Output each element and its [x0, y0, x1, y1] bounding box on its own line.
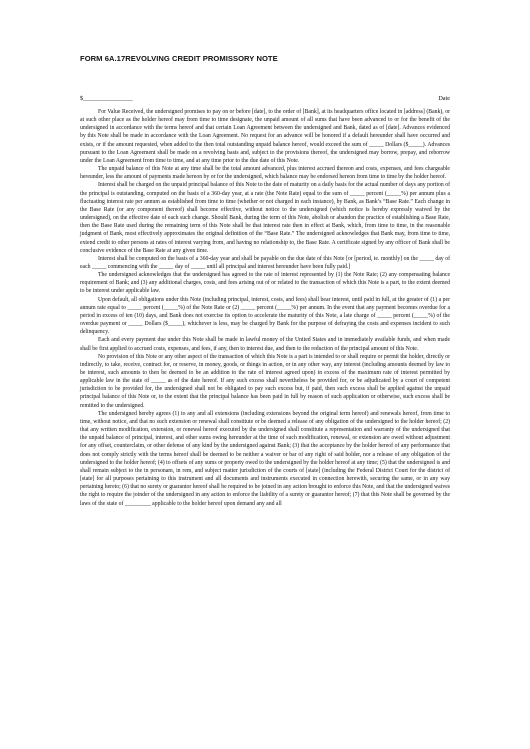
paragraph: The undersigned acknowledges that the undersigned has agreed to the rate of interest represented by (1) the Note Rate; (2) any compensating balance requirement of Bank; and (3) any additional charges, costs, and fees arising out of or related to the transaction of which this Note is a part, to the extent deemed to be interest under applicable law.: [80, 272, 450, 295]
paragraph: For Value Received, the undersigned promises to pay on or before [date], to the order of [Bank], at its headquarters office located in [address] (Bank), or at such other place as the holder hereof may from time to time designate, the unpaid amount of all sums that have been advanced to or for the benefit of the undersigned in accordance with the terms hereof and that certain Loan Agreement between the undersigned and Bank, dated as of [date]. Advances evidenced by this Note shall be made in accordance with the Loan Agreement. No request for an advance will be honored if a default hereunder shall have occurred and exists, or if the amount requested, when added to the then total outstanding unpaid balance hereof, would exceed the sum of _____ Dollars ($_____). Advances pursuant to the Loan Agreement shall be made on a revolving basis and, subject to the provisions thereof, the undersigned may borrow, prepay, and reborrow under the Loan Agreement from time to time, and at any time prior to the due date of this Note.: [80, 109, 450, 164]
page-title: FORM 6A.17REVOLVING CREDIT PROMISSORY NOTE: [80, 54, 278, 63]
paragraph: The undersigned hereby agrees (1) to any and all extensions (including extensions beyond the original term hereof) and renewals hereof, from time to time, without notice, and that no such extension or renewal shall constitute or be deemed a release of any obligation of the undersigned to the holder hereof; (2) that any written modification, extension, or renewal hereof executed by the undersigned shall constitute a representation and warranty of the undersigned that the unpaid balance of principal, interest, and other sums owing hereunder at the time of such modification, renewal, or extension are owed without adjustment for any offset, counterclaim, or other defense of any kind by the undersigned against Bank; (3) that the acceptance by the holder hereof of any performance that does not comply strictly with the terms hereof shall be deemed to be neither a waiver or bar of any right of said holder, nor a release of any obligation of the undersigned to the holder hereof; (4) to offsets of any sums or property owed to the undersigned by the holder hereof at any time; (5) that the undersigned is and shall remain subject to the in personam, in rem, and subject matter jurisdiction of the courts of [state] (including the Federal District Court for the district of [state] for all purposes pertaining to this instrument and all documents and instruments executed in connection herewith, securing the same, or in any way pertaining hereto; (6) that no surety or guarantor hereof shall be required to be joined in any action brought to enforce this Note, and that the undersigned waives the right to require the joinder of the undersigned in any action to enforce the liability of a surety or guarantor hereof; (7) that this Note shall be governed by the laws of the state of _________ applicable to the holder hereof upon demand any and all: [80, 410, 450, 507]
amount-field: $________________: [80, 95, 133, 102]
paragraph: Interest shall be computed on the basis of a 360-day year and shall be payable on the due date of this Note [or [period, ie. monthly] on the _____ day of each _____ commencing with the _____ day of _____ until all principal and interest hereunder have been fully paid.]: [80, 255, 450, 270]
paragraph: Interest shall be charged on the unpaid principal balance of this Note to the date of maturity on a daily basis for the actual number of days any portion of the principal is outstanding, computed on the basis of a 360-day year, at a rate (the Note Rate) equal to the sum of _____ percent (_____%) per annum plus a fluctuating interest rate per annum as established from time to time (whether or not charged in each instance), by Bank, as Bank’s “Base Rate.” Each change in the Base Rate (or any component thereof) shall become effective, without notice to the undersigned (which notice is hereby expressly waived by the undersigned), on the effective date of each such change. Should Bank, during the term of this Note, abolish or abandon the practice of establishing a Base Rate, then the Base Rate used during the remaining term of this Note shall be that interest rate then in effect at Bank, which, from time to time, in the reasonable judgment of Bank, most effectively approximates the original definition of the “Base Rate.” The undersigned acknowledges that Bank may, from time to time, extend credit to other persons at rates of interest varying from, and having no relationship to, the Base Rate. A certificate signed by any officer of Bank shall be conclusive evidence of the Base Rate at any given time.: [80, 182, 450, 254]
date-label: Date: [438, 95, 450, 102]
paragraph: Upon default, all obligations under this Note (including principal, interest, costs, and fees) shall bear interest, until paid in full, at the greater of (1) a per annum rate equal to _____ percent (_____%) of the Note Rate or (2) _____ percent (_____%) per annum. In the event that any payment becomes overdue for a period in excess of ten (10) days, and Bank does not exercise its option to accelerate the maturity of this Note, a late charge of _____ percent (_____%) of the overdue payment or _____ Dollars ($_____), whichever is less, may be charged by Bank for the purpose of defraying the costs and expenses incident to such delinquency.: [80, 296, 450, 336]
paragraph: No provision of this Note or any other aspect of the transaction of which this Note is a part is intended to or shall require or permit the holder, directly or indirectly, to take, receive, contract for, or reserve, in money, goods, or things in action, or in any other way, any interest (including amounts deemed by law to be interest, such amounts to then be deemed to be an addition to the rate of interest agreed upon) in excess of the maximum rate of interest permitted by applicable law in the state of _____ as of the date hereof. If any such excess shall nevertheless be provided for, or be adjudicated by a court of competent jurisdiction to be provided for, the undersigned shall not be obligated to pay such excess but, if paid, then such excess shall be applied against the unpaid principal balance of this Note or, to the extent that the principal balance has been paid in full by reason of such application or otherwise, such excess shall be remitted to the undersigned.: [80, 353, 450, 409]
paragraph: The unpaid balance of this Note at any time shall be the total amount advanced, plus interest accrued thereon and costs, expenses, and fees chargeable hereunder, less the amount of payments made hereon by or for the undersigned, which balance may be endorsed hereon from time to time by the holder hereof.: [80, 166, 450, 181]
paragraph: Each and every payment due under this Note shall be made in lawful money of the United States and in immediately available funds, and when made shall be first applied to accrued costs, expenses, and fees, if any, then to interest due, and then to the reduction of the principal amount of this Note.: [80, 337, 450, 352]
amount-date-line: [80, 95, 450, 102]
note-body: [80, 108, 450, 508]
